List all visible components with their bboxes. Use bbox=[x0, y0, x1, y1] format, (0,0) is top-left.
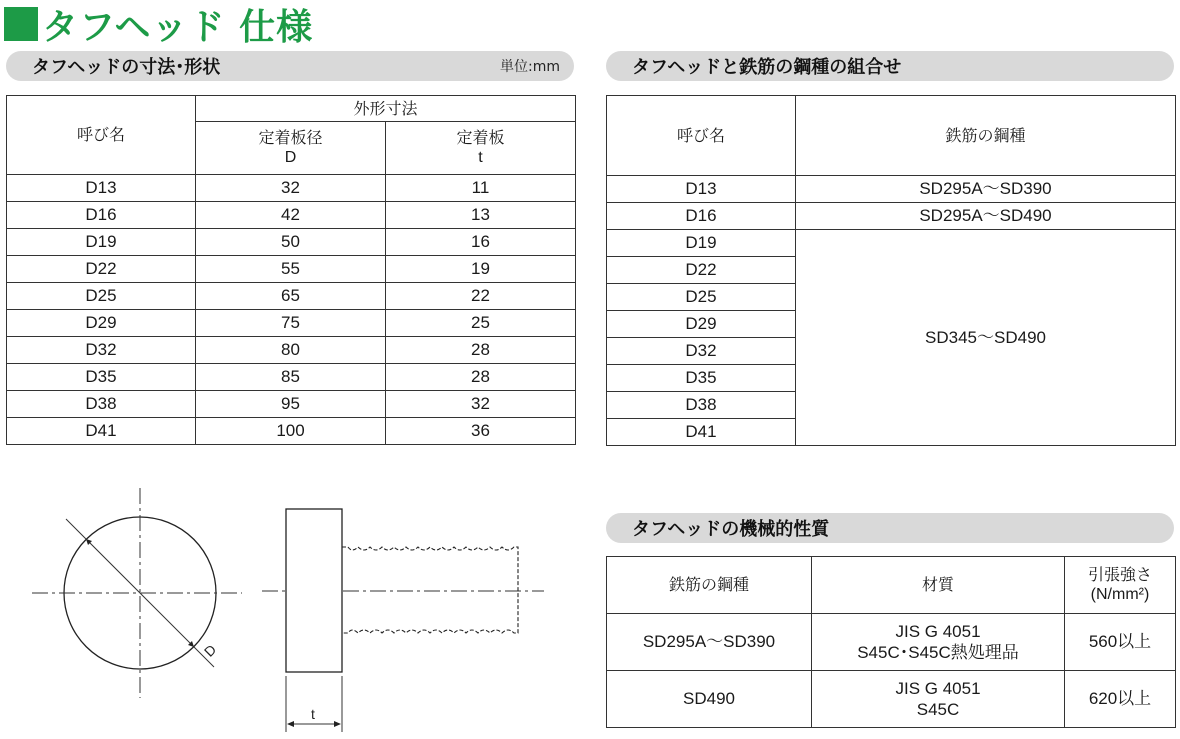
header-strength bbox=[1065, 557, 1176, 614]
header-nominal-grade: 呼び名 bbox=[607, 96, 796, 176]
table-row bbox=[7, 337, 576, 364]
table-row bbox=[7, 202, 576, 229]
header-plate-t-label: 定着板 bbox=[456, 128, 505, 147]
grade-cell: SD295A～SD490 bbox=[796, 203, 1176, 230]
mech-material-line2: S45C･S45C熱処理品 bbox=[857, 643, 1019, 662]
plate-t-cell: 36 bbox=[386, 418, 576, 445]
plate-dia-cell: 42 bbox=[196, 202, 386, 229]
nominal-cell: D35 bbox=[607, 365, 796, 392]
table-row bbox=[607, 671, 1176, 728]
plate-t-cell: 11 bbox=[386, 175, 576, 202]
mech-material-cell bbox=[812, 671, 1065, 728]
section-title-grades: タフヘッドと鉄筋の鋼種の組合せ bbox=[632, 57, 902, 78]
plate-dia-cell: 65 bbox=[196, 283, 386, 310]
table-row bbox=[7, 391, 576, 418]
header-plate-dia-symbol: D bbox=[284, 149, 297, 166]
dim-arrow-left bbox=[287, 721, 294, 727]
header-strength-unit: (N/mm²) bbox=[1090, 586, 1150, 603]
nominal-cell: D13 bbox=[7, 175, 196, 202]
title-square-icon bbox=[4, 7, 38, 41]
table-row bbox=[7, 418, 576, 445]
header-plate-dia bbox=[196, 122, 386, 175]
plate-dia-cell: 100 bbox=[196, 418, 386, 445]
dimensions-table bbox=[6, 95, 576, 445]
plate-t-cell: 32 bbox=[386, 391, 576, 418]
plate-dia-cell: 50 bbox=[196, 229, 386, 256]
nominal-cell: D32 bbox=[7, 337, 196, 364]
nominal-cell: D29 bbox=[7, 310, 196, 337]
nominal-cell: D16 bbox=[607, 203, 796, 230]
table-row bbox=[607, 614, 1176, 671]
side-view-drawing bbox=[262, 500, 552, 735]
plate-t-cell: 22 bbox=[386, 283, 576, 310]
plate-t-cell: 19 bbox=[386, 256, 576, 283]
table-row bbox=[7, 364, 576, 391]
unit-label: 単位:mm bbox=[500, 59, 560, 75]
plate-t-cell: 28 bbox=[386, 364, 576, 391]
mech-strength-cell: 560以上 bbox=[1065, 614, 1176, 671]
nominal-cell: D25 bbox=[607, 284, 796, 311]
section-title-dimensions: タフヘッドの寸法･形状 bbox=[32, 57, 221, 78]
plate-dia-cell: 75 bbox=[196, 310, 386, 337]
mechanical-table bbox=[606, 556, 1176, 728]
nominal-cell: D29 bbox=[607, 311, 796, 338]
grades-table bbox=[606, 95, 1176, 446]
nominal-cell: D22 bbox=[7, 256, 196, 283]
section-title-mechanical: タフヘッドの機械的性質 bbox=[632, 519, 830, 540]
nominal-cell: D41 bbox=[607, 419, 796, 446]
mech-material-line1: JIS G 4051 bbox=[895, 678, 981, 698]
header-strength-label: 引張強さ bbox=[1087, 565, 1152, 584]
nominal-cell: D19 bbox=[7, 229, 196, 256]
nominal-cell: D32 bbox=[607, 338, 796, 365]
page-title-text: タフヘッド 仕様 bbox=[42, 6, 314, 48]
mech-material-line1: JIS G 4051 bbox=[895, 621, 981, 641]
front-view-drawing bbox=[28, 484, 268, 704]
mech-grade-cell: SD490 bbox=[607, 671, 812, 728]
dim-arrow-right bbox=[334, 721, 341, 727]
table-row bbox=[7, 229, 576, 256]
mech-strength-cell: 620以上 bbox=[1065, 671, 1176, 728]
page-title bbox=[4, 2, 313, 46]
label-d: D bbox=[200, 641, 220, 660]
table-row bbox=[607, 203, 1176, 230]
table-row bbox=[7, 310, 576, 337]
header-grade: 鉄筋の鋼種 bbox=[796, 96, 1176, 176]
header-mech-grade: 鉄筋の鋼種 bbox=[607, 557, 812, 614]
table-row bbox=[607, 230, 1176, 257]
nominal-cell: D22 bbox=[607, 257, 796, 284]
header-plate-dia-label: 定着板径 bbox=[258, 128, 323, 147]
grade-merged-cell: SD345～SD490 bbox=[796, 230, 1176, 446]
mech-grade-cell: SD295A～SD390 bbox=[607, 614, 812, 671]
plate-t-cell: 16 bbox=[386, 229, 576, 256]
mech-material-line2: S45C bbox=[916, 700, 960, 719]
nominal-cell: D19 bbox=[607, 230, 796, 257]
plate-side bbox=[286, 509, 342, 672]
grade-cell: SD295A～SD390 bbox=[796, 176, 1176, 203]
plate-dia-cell: 95 bbox=[196, 391, 386, 418]
mech-material-cell bbox=[812, 614, 1065, 671]
table-row bbox=[607, 176, 1176, 203]
nominal-cell: D25 bbox=[7, 283, 196, 310]
header-outer: 外形寸法 bbox=[196, 96, 576, 122]
table-row bbox=[7, 283, 576, 310]
section-header-grades bbox=[606, 51, 1174, 81]
nominal-cell: D41 bbox=[7, 418, 196, 445]
nominal-cell: D38 bbox=[607, 392, 796, 419]
section-header-mechanical bbox=[606, 513, 1174, 543]
plate-dia-cell: 55 bbox=[196, 256, 386, 283]
section-header-dimensions bbox=[6, 51, 574, 81]
plate-t-cell: 13 bbox=[386, 202, 576, 229]
plate-dia-cell: 85 bbox=[196, 364, 386, 391]
header-nominal: 呼び名 bbox=[7, 96, 196, 175]
plate-dia-cell: 32 bbox=[196, 175, 386, 202]
rebar-outline bbox=[342, 547, 518, 633]
plate-t-cell: 25 bbox=[386, 310, 576, 337]
header-plate-t-symbol: t bbox=[478, 149, 483, 166]
plate-dia-cell: 80 bbox=[196, 337, 386, 364]
nominal-cell: D16 bbox=[7, 202, 196, 229]
table-row bbox=[7, 256, 576, 283]
nominal-cell: D38 bbox=[7, 391, 196, 418]
label-t: t bbox=[311, 706, 315, 722]
header-plate-t bbox=[386, 122, 576, 175]
plate-t-cell: 28 bbox=[386, 337, 576, 364]
nominal-cell: D13 bbox=[607, 176, 796, 203]
table-row bbox=[7, 175, 576, 202]
header-material: 材質 bbox=[812, 557, 1065, 614]
nominal-cell: D35 bbox=[7, 364, 196, 391]
